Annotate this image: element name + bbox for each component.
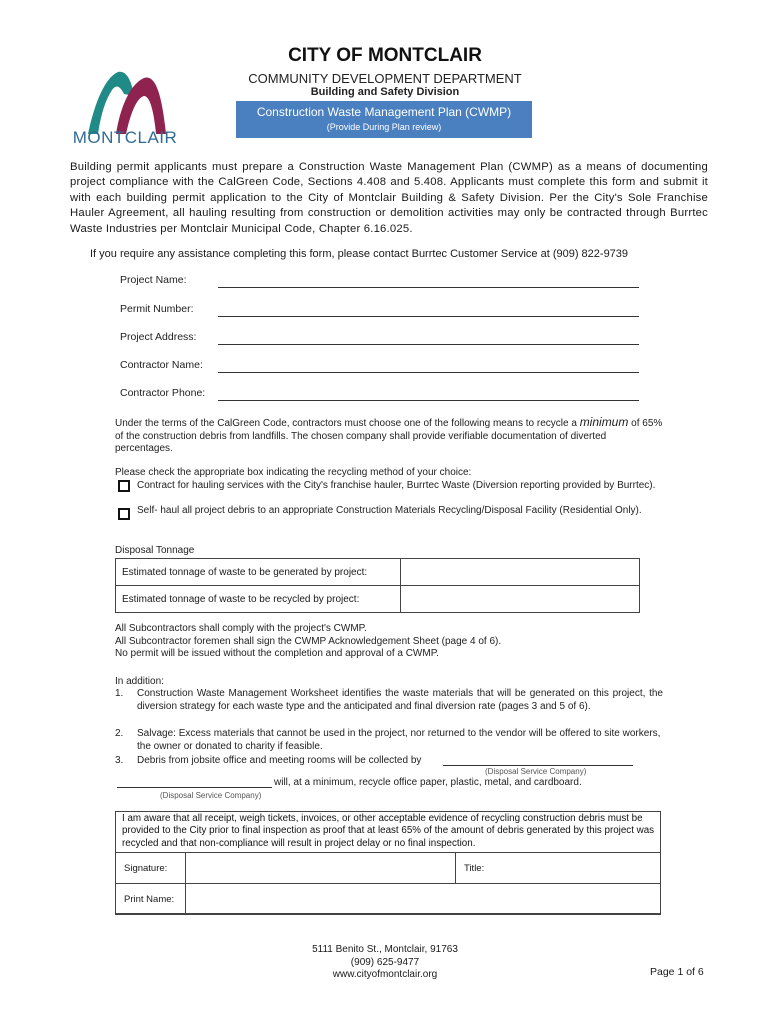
footer-website[interactable]: www.cityofmontclair.org <box>332 969 438 980</box>
burrtec-hauling-option: Contract for hauling services with the City's franchise hauler, Burrtec Waste (Diversion reporting provided by Burrtec). <box>137 480 656 491</box>
burrtec-hauling-checkbox[interactable] <box>118 480 130 492</box>
footer-phone: (909) 625-9477 <box>350 956 420 968</box>
form-title-banner <box>236 101 532 138</box>
assistance-note: If you require any assistance completing this form, please contact Burrtec Customer Service at (909) 822-9739 <box>90 248 629 260</box>
table-row <box>116 559 640 586</box>
table-row <box>116 586 640 613</box>
tonnage-table <box>115 558 640 613</box>
minimum-emphasis: minimum <box>579 415 629 429</box>
disposal-tonnage-heading: Disposal Tonnage <box>115 545 195 556</box>
division-name: Building and Safety Division <box>310 86 460 98</box>
contractor-name-field[interactable] <box>218 372 639 373</box>
in-addition-heading: In addition: <box>115 676 164 687</box>
contractor-phone-label: Contractor Phone: <box>120 387 206 399</box>
self-haul-option: Self- haul all project debris to an appropriate Construction Materials Recycling/Disposal Facility (Residential Only). <box>137 505 642 516</box>
table-row <box>116 853 661 884</box>
disposal-company-field-2[interactable] <box>117 787 272 788</box>
acknowledgement-statement: I am aware that all receipt, weigh tickets, invoices, or other acceptable evidence of recycling construction debris must be provided to the City prior to final inspection as proof that at least 65% of the amount of debris generated by this project was recycled and that non-compliance will result in project delay or no final inspection. <box>122 813 655 849</box>
print-name-label: Print Name: <box>116 884 186 915</box>
generated-tonnage-label: Estimated tonnage of waste to be generated by project: <box>116 559 401 586</box>
project-name-label: Project Name: <box>120 274 187 286</box>
table-row <box>116 884 661 915</box>
page-number: Page 1 of 6 <box>650 966 704 978</box>
project-address-field[interactable] <box>218 344 639 345</box>
title-label: Title: <box>464 862 485 874</box>
recycled-tonnage-input[interactable] <box>401 586 640 613</box>
print-name-field[interactable] <box>186 884 661 915</box>
addition-item-3: Debris from jobsite office and meeting rooms will be collected by <box>137 755 422 766</box>
signature-field[interactable] <box>186 853 456 884</box>
intro-paragraph: Building permit applicants must prepare a Construction Waste Management Plan (CWMP) as a means of documenting project compliance with the CalGreen Code, Sections 4.408 and 5.408. Applicants must complete this form and submit it with each building permit application to the City of Montclair Building & Safety Division. Per the City's Sole Franchise Hauler Agreement, all hauling resulting from construction or demolition activities may only be contracted through Burrtec Waste Industries per Montclair Municipal Code, Chapter 6.16.025. <box>70 161 708 235</box>
footer-contact <box>235 944 535 982</box>
rules-list <box>115 623 663 661</box>
project-name-field[interactable] <box>218 287 639 288</box>
disposal-company-caption-2: (Disposal Service Company) <box>160 791 262 800</box>
page-title: CITY OF MONTCLAIR <box>288 45 482 66</box>
self-haul-checkbox[interactable] <box>118 508 130 520</box>
department-name: COMMUNITY DEVELOPMENT DEPARTMENT <box>248 71 522 86</box>
title-field[interactable] <box>456 853 661 884</box>
logo-text: MONTCLAIR <box>72 128 178 147</box>
disposal-company-field-1[interactable] <box>443 765 633 766</box>
generated-tonnage-input[interactable] <box>401 559 640 586</box>
recycle-requirement: Under the terms of the CalGreen Code, contractors must choose one of the following means to recycle a minimum of 65% of the construction debris from landfills. The chosen company shall provide verifiable documentation of diverted percentages. <box>115 415 663 454</box>
addition-item-2: Salvage: Excess materials that cannot be used in the project, nor returned to the vendor will be offered to site workers, the owner or donated to charity if feasible. <box>137 728 661 752</box>
contractor-name-label: Contractor Name: <box>120 359 203 371</box>
addition-item-1: Construction Waste Management Worksheet identifies the waste materials that will be generated on this project, the diversion strategy for each waste type and the anticipated and final diversion rate (pages 3 and 5 of 6). <box>137 688 663 712</box>
check-prompt: Please check the appropriate box indicating the recycling method of your choice: <box>115 467 472 478</box>
list-item: All Subcontractor foremen shall sign the CWMP Acknowledgement Sheet (page 4 of 6). <box>115 635 502 647</box>
list-item: All Subcontractors shall comply with the project's CWMP. <box>115 623 367 634</box>
list-item: No permit will be issued without the completion and approval of a CWMP. <box>115 648 439 659</box>
project-address-label: Project Address: <box>120 331 197 343</box>
permit-number-label: Permit Number: <box>120 303 194 315</box>
contractor-phone-field[interactable] <box>218 400 639 401</box>
disposal-company-caption-1: (Disposal Service Company) <box>485 767 587 776</box>
recycled-tonnage-label: Estimated tonnage of waste to be recycled by project: <box>116 586 401 613</box>
footer-address: 5111 Benito St., Montclair, 91763 <box>312 944 458 955</box>
form-subtitle: (Provide During Plan review) <box>326 122 442 132</box>
form-title: Construction Waste Management Plan (CWMP) <box>256 105 512 119</box>
signature-label: Signature: <box>116 853 186 884</box>
permit-number-field[interactable] <box>218 316 639 317</box>
signature-table <box>115 852 661 915</box>
recycle-office-statement: will, at a minimum, recycle office paper, plastic, metal, and cardboard. <box>274 777 582 788</box>
